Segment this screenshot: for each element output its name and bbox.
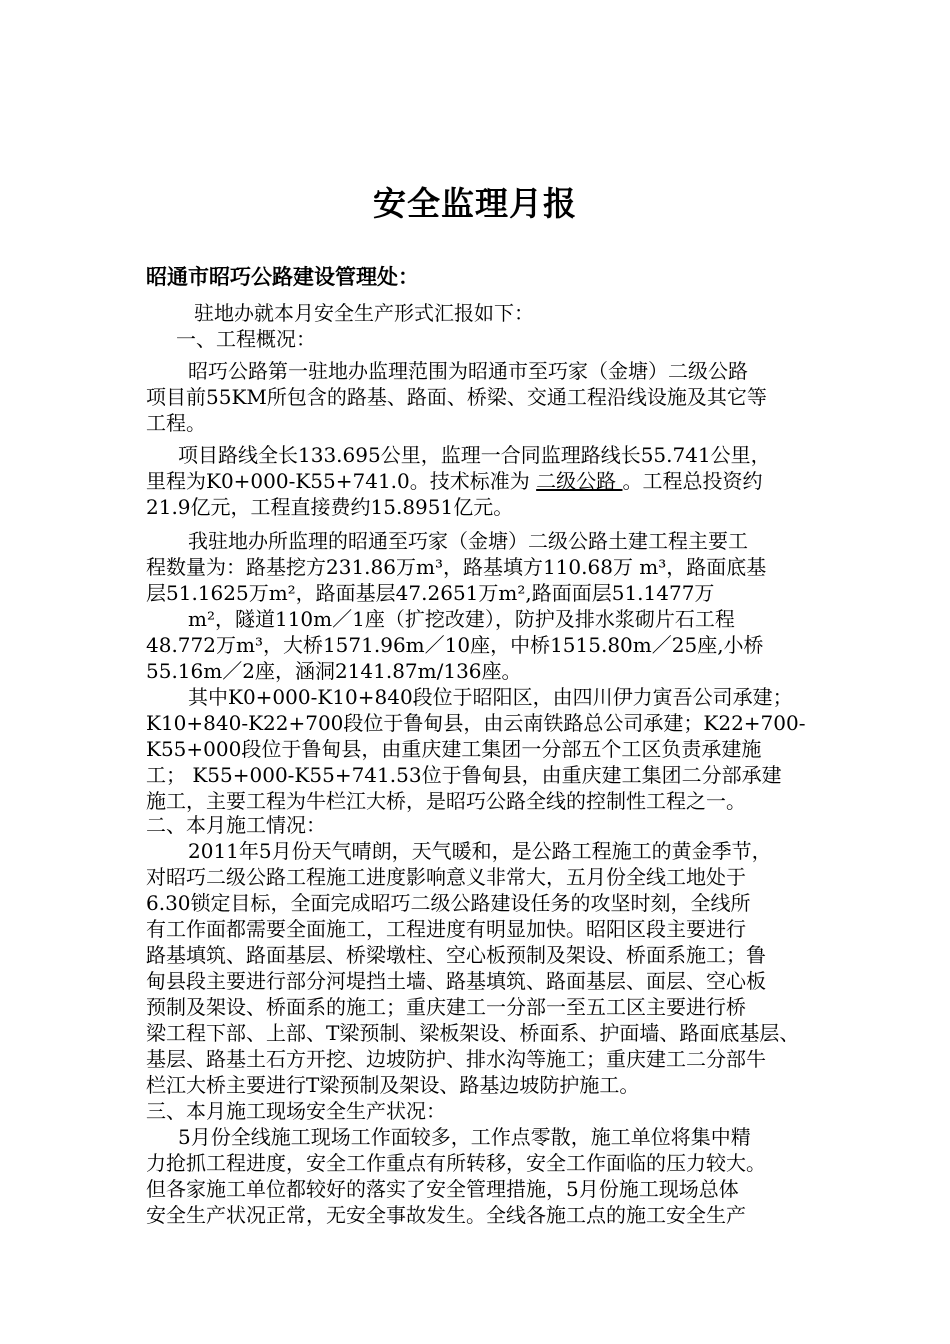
- paragraph-line: 昭巧公路第一驻地办监理范围为昭通市至巧家（金塘）二级公路: [188, 359, 748, 383]
- section-heading-safety: 三、本月施工现场安全生产状况：: [146, 1099, 446, 1123]
- page-title: 安全监理月报: [373, 184, 577, 223]
- paragraph-line: 路基填筑、路面基层、桥梁墩柱、空心板预制及架设、桥面系施工；鲁: [146, 943, 766, 967]
- technical-standard-value: 二级公路: [536, 469, 623, 493]
- paragraph-line: 我驻地办所监理的昭通至巧家（金塘）二级公路土建工程主要工: [188, 529, 748, 553]
- paragraph-line: 对昭巧二级公路工程施工进度影响意义非常大，五月份全线工地处于: [146, 865, 746, 889]
- text-span: 。工程总投资约: [622, 469, 763, 493]
- paragraph-line: 甸县段主要进行部分河堤挡土墙、路基填筑、路面基层、面层、空心板: [146, 969, 766, 993]
- paragraph-line: 2011年5月份天气晴朗，天气暖和，是公路工程施工的黄金季节，: [188, 839, 772, 863]
- paragraph-line: 55.16m／2座，涵洞2141.87m/136座。: [146, 659, 522, 683]
- paragraph-line: 项目路线全长133.695公里，监理一合同监理路线长55.741公里，: [178, 443, 771, 467]
- paragraph-line: 5月份全线施工现场工作面较多，工作点零散，施工单位将集中精: [178, 1125, 751, 1149]
- section-heading-construction: 二、本月施工情况：: [146, 813, 326, 837]
- paragraph-line: 工程。: [146, 411, 206, 435]
- paragraph-line: 48.772万m³，大桥1571.96m／10座，中桥1515.80m／25座,小桥: [146, 633, 764, 657]
- paragraph-line: 其中K0+000-K10+840段位于昭阳区，由四川伊力寅吾公司承建；: [188, 685, 793, 709]
- addressee: 昭通市昭巧公路建设管理处：: [146, 265, 419, 289]
- paragraph-line: 程数量为：路基挖方231.86万m³，路基填方110.68万 m³，路面底基: [146, 555, 767, 579]
- paragraph-line: 21.9亿元，工程直接费约15.8951亿元。: [146, 495, 514, 519]
- paragraph-line: 工； K55+000-K55+741.53位于鲁甸县，由重庆建工集团二分部承建: [146, 763, 782, 787]
- section-heading-overview: 一、工程概况：: [176, 327, 316, 351]
- paragraph-line: 安全生产状况正常，无安全事故发生。全线各施工点的施工安全生产: [146, 1203, 746, 1227]
- paragraph-line: K10+840-K22+700段位于鲁甸县，由云南铁路总公司承建；K22+700-: [146, 711, 806, 735]
- text-span: 里程为K0+000-K55+741.0。技术标准为: [146, 469, 537, 493]
- paragraph-line: 栏江大桥主要进行T梁预制及架设、路基边坡防护施工。: [146, 1073, 640, 1097]
- paragraph-line: 但各家施工单位都较好的落实了安全管理措施，5月份施工现场总体: [146, 1177, 739, 1201]
- paragraph-line: 项目前55KM所包含的路基、路面、桥梁、交通工程沿线设施及其它等: [146, 385, 767, 409]
- paragraph-line: 层51.1625万m²，路面基层47.2651万m²,路面面层51.1477万: [146, 581, 715, 605]
- paragraph-line: 力抢抓工程进度，安全工作重点有所转移，安全工作面临的压力较大。: [146, 1151, 766, 1175]
- paragraph-line: 6.30锁定目标，全面完成昭巧二级公路建设任务的攻坚时刻，全线所: [146, 891, 751, 915]
- paragraph-line: 预制及架设、桥面系的施工；重庆建工一分部一至五工区主要进行桥: [146, 995, 746, 1019]
- paragraph-line: [146, 468, 762, 494]
- paragraph-line: 有工作面都需要全面施工，工程进度有明显加快。昭阳区段主要进行: [146, 917, 746, 941]
- paragraph-line: K55+000段位于鲁甸县，由重庆建工集团一分部五个工区负责承建施: [146, 737, 762, 761]
- paragraph-line: 梁工程下部、上部、T梁预制、梁板架设、桥面系、护面墙、路面底基层、: [146, 1021, 800, 1045]
- intro-line: 驻地办就本月安全生产形式汇报如下：: [194, 301, 534, 325]
- paragraph-line: 基层、路基土石方开挖、边坡防护、排水沟等施工；重庆建工二分部牛: [146, 1047, 766, 1071]
- paragraph-line: m²，隧道110m／1座（扩挖改建），防护及排水浆砌片石工程: [188, 607, 735, 631]
- paragraph-line: 施工，主要工程为牛栏江大桥，是昭巧公路全线的控制性工程之一。: [146, 789, 746, 813]
